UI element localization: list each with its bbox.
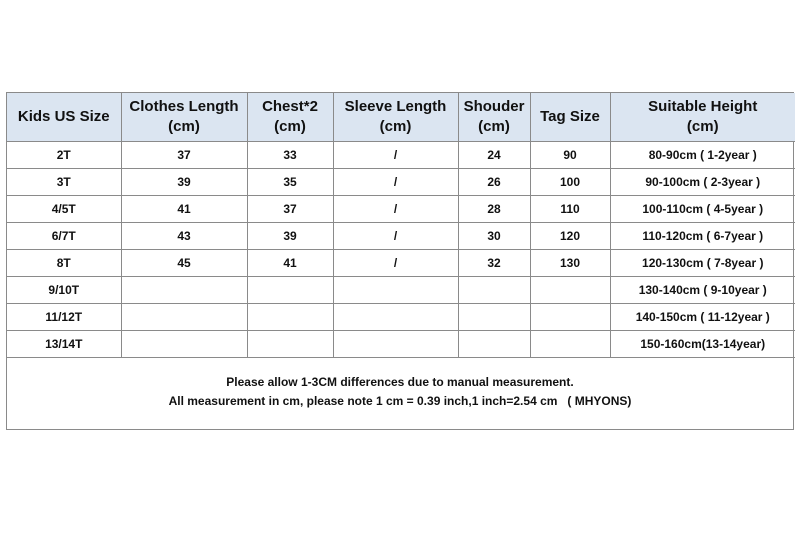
table-row [7, 250, 795, 277]
table-cell: 32 [458, 250, 530, 277]
table-cell: 11/12T [7, 304, 121, 331]
table-cell: 33 [247, 142, 333, 169]
table-cell: 110-120cm ( 6-7year ) [610, 223, 795, 250]
table-cell: / [333, 142, 458, 169]
table-row [7, 277, 795, 304]
table-cell: 24 [458, 142, 530, 169]
table-cell [530, 277, 610, 304]
table-row [7, 196, 795, 223]
table-cell: 150-160cm(13-14year) [610, 331, 795, 358]
table-cell [458, 277, 530, 304]
table-cell [458, 331, 530, 358]
column-header [530, 93, 610, 142]
column-header [247, 93, 333, 142]
table-cell: 3T [7, 169, 121, 196]
table-cell [121, 304, 247, 331]
column-header-label: Kids US Size [17, 108, 110, 125]
table-cell: 110 [530, 196, 610, 223]
column-header-label: Clothes Length [129, 98, 239, 115]
table-cell [121, 277, 247, 304]
table-cell [247, 331, 333, 358]
table-cell: 100 [530, 169, 610, 196]
table-cell: 37 [247, 196, 333, 223]
table-cell: 90 [530, 142, 610, 169]
column-header [458, 93, 530, 142]
size-table [7, 93, 795, 358]
table-cell: 120-130cm ( 7-8year ) [610, 250, 795, 277]
table-cell: / [333, 169, 458, 196]
table-cell: 13/14T [7, 331, 121, 358]
table-cell: / [333, 196, 458, 223]
table-cell: 39 [121, 169, 247, 196]
table-cell: 120 [530, 223, 610, 250]
table-cell: / [333, 250, 458, 277]
table-cell: 28 [458, 196, 530, 223]
column-header-unit: (cm) [274, 118, 306, 135]
column-header [333, 93, 458, 142]
header-row [7, 93, 795, 142]
table-cell: / [333, 223, 458, 250]
column-header [121, 93, 247, 142]
table-cell: 4/5T [7, 196, 121, 223]
table-cell: 130-140cm ( 9-10year ) [610, 277, 795, 304]
column-header-label: Sleeve Length [344, 98, 447, 115]
column-header-unit: (cm) [478, 118, 510, 135]
table-cell: 8T [7, 250, 121, 277]
notes-section [7, 358, 793, 424]
table-cell [530, 304, 610, 331]
table-cell [247, 304, 333, 331]
table-row [7, 142, 795, 169]
table-cell [333, 304, 458, 331]
table-cell [458, 304, 530, 331]
table-cell [333, 331, 458, 358]
table-cell: 2T [7, 142, 121, 169]
table-body [7, 142, 795, 358]
note-line-1: Please allow 1-3CM differences due to manual measurement. [226, 374, 574, 389]
table-cell: 37 [121, 142, 247, 169]
table-cell: 140-150cm ( 11-12year ) [610, 304, 795, 331]
column-header [7, 93, 121, 142]
table-cell [530, 331, 610, 358]
table-cell: 80-90cm ( 1-2year ) [610, 142, 795, 169]
column-header-label: Shouder [463, 98, 525, 115]
note-line-2: All measurement in cm, please note 1 cm = 0.39 inch,1 inch=2.54 cm ( MHYONS) [168, 393, 632, 408]
table-cell: 41 [121, 196, 247, 223]
table-cell: 45 [121, 250, 247, 277]
table-cell: 39 [247, 223, 333, 250]
table-row [7, 169, 795, 196]
table-cell: 41 [247, 250, 333, 277]
column-header-unit: (cm) [168, 118, 200, 135]
table-cell [247, 277, 333, 304]
table-cell: 30 [458, 223, 530, 250]
table-cell: 6/7T [7, 223, 121, 250]
table-cell: 35 [247, 169, 333, 196]
table-cell: 9/10T [7, 277, 121, 304]
table-cell [333, 277, 458, 304]
table-cell: 130 [530, 250, 610, 277]
column-header-label: Tag Size [540, 108, 600, 125]
table-row [7, 304, 795, 331]
table-cell: 26 [458, 169, 530, 196]
column-header-label: Chest*2 [262, 98, 318, 115]
table-row [7, 223, 795, 250]
table-cell: 43 [121, 223, 247, 250]
table-cell: 100-110cm ( 4-5year ) [610, 196, 795, 223]
size-chart [6, 92, 794, 430]
column-header-unit: (cm) [686, 118, 719, 135]
table-cell [121, 331, 247, 358]
table-row [7, 331, 795, 358]
column-header [610, 93, 795, 142]
column-header-label: Suitable Height [648, 98, 758, 115]
column-header-unit: (cm) [379, 118, 412, 135]
table-cell: 90-100cm ( 2-3year ) [610, 169, 795, 196]
